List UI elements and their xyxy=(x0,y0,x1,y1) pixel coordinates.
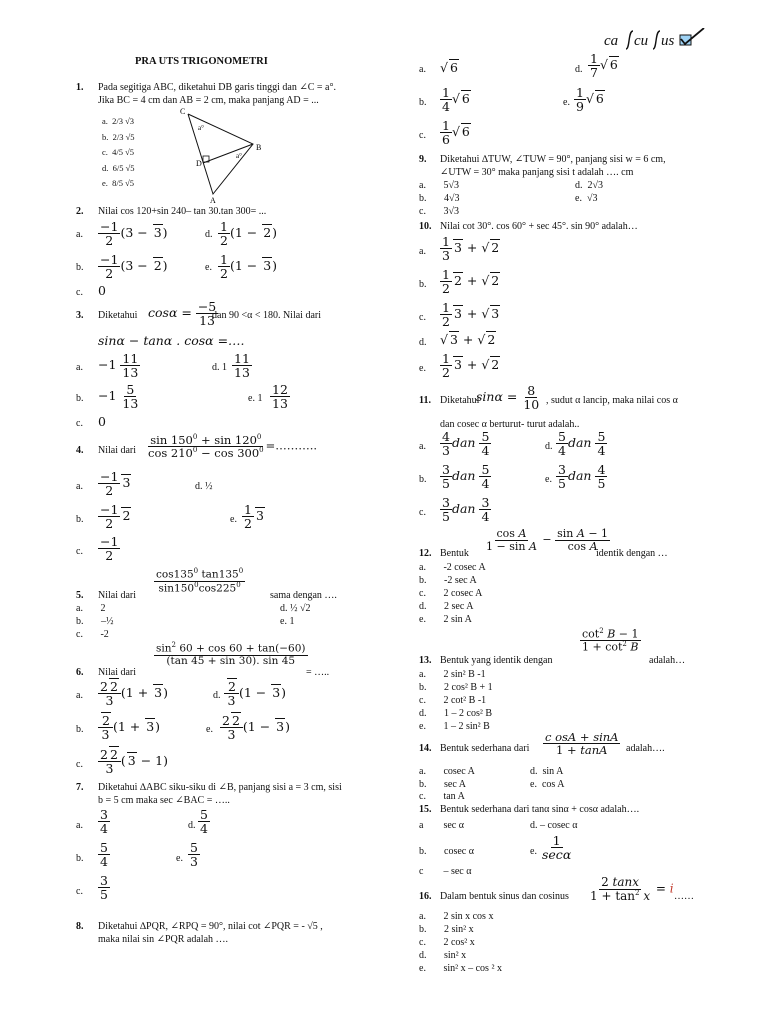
q15-option-c: c – sec α xyxy=(419,866,472,877)
q10-option-c: $\frac{1}{2}$ 3 + √ 3 xyxy=(442,300,500,330)
q1-options xyxy=(102,114,135,192)
q1-option: b. 2/3 √5 xyxy=(102,131,135,142)
q13-option: b. 2 cos² B + 1 xyxy=(419,682,493,693)
label-b: B xyxy=(256,143,262,152)
q2-label-d: d. xyxy=(205,229,213,240)
q10-label-b: b. xyxy=(419,279,427,290)
q12-pre: Bentuk xyxy=(440,548,469,559)
q3-pre: Diketahui xyxy=(98,310,138,321)
q8-option-b: $\frac{1}{4}$ √ 6 xyxy=(442,85,470,115)
q11-post: , sudut α lancip, maka nilai cos α xyxy=(546,395,678,406)
q4-number: 4. xyxy=(76,445,84,456)
q12-option: e. 2 sin A xyxy=(419,614,472,625)
q13-option: d. 1 – 2 cos² B xyxy=(419,708,492,719)
q14-option-e: e. cos A xyxy=(530,779,565,790)
q10-number: 10. xyxy=(419,221,432,232)
q1-option: a. 2/3 √3 xyxy=(102,116,135,126)
calculus-logo xyxy=(604,28,708,55)
q10-text: Nilai cot 30°. cos 60° + sec 45°. sin 90° adalah… xyxy=(440,221,638,232)
q3-label-e: e. 1 xyxy=(248,393,263,404)
q8-label-c: c. xyxy=(419,130,426,141)
q10-option-e: $\frac{1}{2}$ 3 + √ 2 xyxy=(442,351,500,381)
q4-label-e: e. xyxy=(230,514,237,525)
q9-option-e: e. √3 xyxy=(575,193,598,204)
q3-label-a: a. xyxy=(76,362,83,373)
triangle-figure xyxy=(168,106,280,204)
q3-label-c: c. xyxy=(76,418,83,429)
q11-option-c: $\frac{3}{5}$ dan $\frac{3}{4}$ xyxy=(442,495,490,525)
q14-expr: $\frac{\text{c osA + sinA}}{1 + \tan A}$ xyxy=(545,730,619,758)
q6-expr: $\frac{\sin^2 60 + \cos 60 + \tan(-60)}{(\tan 45 + \sin 30). \sin 45}$ xyxy=(156,641,306,667)
q8-label-a: a. xyxy=(419,64,426,75)
q2-option-d: $\frac{1}{2}$ (1 − 2) xyxy=(220,219,278,249)
q15-option-d: d. – cosec α xyxy=(530,820,578,831)
q16-option: b. 2 sin² x xyxy=(419,924,474,935)
q8-number: 8. xyxy=(76,921,84,932)
q8-line1: Diketahui ∆PQR, ∠RPQ = 90°, nilai cot ∠PQR = - √5 , xyxy=(98,921,323,932)
q2-label-a: a. xyxy=(76,229,83,240)
q11-sin-expr: sinα = $\frac{8}{10}$ xyxy=(476,383,540,413)
svg-text:us: us xyxy=(661,33,675,49)
q7-label-d: d. xyxy=(188,820,196,831)
q5-option-c: c. -2 xyxy=(76,629,109,640)
q3-post: dan 90 <α < 180. Nilai dari xyxy=(212,310,321,321)
q12-options xyxy=(419,561,486,626)
q8-line2: maka nilai sin ∠PQR adalah …. xyxy=(98,934,229,945)
q7-option-a: $\frac{3}{4}$ xyxy=(100,807,108,837)
q16-option: c. 2 cos² x xyxy=(419,937,475,948)
q3-cos-expr: cosα = $\frac{-5}{13}$ xyxy=(148,299,217,329)
q7-option-e: $\frac{5}{3}$ xyxy=(190,840,198,870)
q15-option-a: a sec α xyxy=(419,820,464,831)
q2-number: 2. xyxy=(76,206,84,217)
q13-options xyxy=(419,668,493,733)
q11-option-a: $\frac{4}{3}$ dan $\frac{5}{4}$ xyxy=(442,429,490,459)
q16-options xyxy=(419,910,502,975)
q15-option-e: $\frac{1}{\sec\alpha}$ xyxy=(542,833,572,863)
q6-equals: = ….. xyxy=(306,667,330,678)
q15-option-b: b. cosec α xyxy=(419,846,474,857)
q2-option-a: $\frac{-1}{2}$ (3 − 3) xyxy=(100,219,168,249)
q2-label-c: c. xyxy=(76,287,83,298)
q5-post: sama dengan …. xyxy=(270,590,337,601)
q16-tail: …… xyxy=(674,891,694,902)
q12-option: c. 2 cosec A xyxy=(419,588,483,599)
q6-option-c: $\frac{2 2}{3}$ ( 3 − 1) xyxy=(100,747,168,777)
q8-label-e: e. xyxy=(563,97,570,108)
q7-line1: Diketahui ∆ABC siku-siku di ∠B, panjang sisi a = 3 cm, sisi xyxy=(98,782,342,793)
q11-option-d: $\frac{5}{4}$ dan $\frac{5}{4}$ xyxy=(558,429,606,459)
q16-pre: Dalam bentuk sinus dan cosinus xyxy=(440,891,569,902)
q8-option-e: $\frac{1}{9}$ √ 6 xyxy=(576,85,604,115)
q15-number: 15. xyxy=(419,804,432,815)
q13-option: a. 2 sin² B -1 xyxy=(419,669,486,680)
q9-line2: ∠UTW = 30° maka panjang sisi t adalah …. cm xyxy=(440,167,634,178)
q1-line1: Pada segitiga ABC, diketahui DB garis tinggi dan ∠C = a°. xyxy=(98,82,336,93)
q9-option-a: a. 5√3 xyxy=(419,180,459,191)
q1-option: e. 8/5 √5 xyxy=(102,178,135,188)
q10-option-a: $\frac{1}{3}$ 3 + √ 2 xyxy=(442,234,500,264)
q7-label-b: b. xyxy=(76,853,84,864)
label-a: A xyxy=(210,196,216,204)
q4-option-d: d. ½ xyxy=(195,481,213,492)
q6-pre: Nilai dari xyxy=(98,667,137,678)
q11-number: 11. xyxy=(419,395,431,406)
q3-number: 3. xyxy=(76,310,84,321)
q5-option-a: a. 2 xyxy=(76,603,106,614)
q12-post: identik dengan … xyxy=(596,548,668,559)
q10-option-b: $\frac{1}{2}$ 2 + √ 2 xyxy=(442,267,500,297)
q3-option-c: 0 xyxy=(98,414,106,429)
q4-pre: Nilai dari xyxy=(98,445,137,456)
q13-option: e. 1 – 2 sin² B xyxy=(419,721,490,732)
svg-text:ca: ca xyxy=(604,33,619,49)
q2-label-b: b. xyxy=(76,262,84,273)
q3-option-a: −1 $\frac{11}{13}$ xyxy=(98,351,139,381)
q6-label-e: e. xyxy=(206,724,213,735)
q13-post: adalah… xyxy=(649,655,686,666)
q12-option: a. -2 cosec A xyxy=(419,562,486,573)
q14-post: adalah…. xyxy=(626,743,665,754)
q13-pre: Bentuk yang identik dengan xyxy=(440,655,553,666)
q13-expr: $\frac{\cot^2 B - 1}{1 + \cot^2 B}$ xyxy=(582,627,639,654)
q9-number: 9. xyxy=(419,154,427,165)
q4-option-c: $\frac{-1}{2}$ xyxy=(100,534,119,564)
q14-option-d: d. sin A xyxy=(530,766,564,777)
q15-text: Bentuk sederhana dari tanα sinα + cosα adalah…. xyxy=(440,804,640,815)
q9-option-b: b. 4√3 xyxy=(419,193,460,204)
q7-option-b: $\frac{5}{4}$ xyxy=(100,840,108,870)
q6-label-a: a. xyxy=(76,690,83,701)
q10-label-c: c. xyxy=(419,312,426,323)
q11-option-e: $\frac{3}{5}$ dan $\frac{4}{5}$ xyxy=(558,462,606,492)
q3-option-e: $\frac{12}{13}$ xyxy=(272,382,288,412)
q6-number: 6. xyxy=(76,667,84,678)
q16-number: 16. xyxy=(419,891,432,902)
q10-label-e: e. xyxy=(419,363,426,374)
q16-expr: $\frac{2 \tan x}{1 + \tan^2 x}$ = i xyxy=(590,875,674,903)
q12-option: d. 2 sec A xyxy=(419,601,474,612)
q8-option-c: $\frac{1}{6}$ √ 6 xyxy=(442,118,470,148)
q11-label-c: c. xyxy=(419,507,426,518)
q5-option-d: d. ½ √2 xyxy=(280,603,311,614)
q8-label-b: b. xyxy=(419,97,427,108)
q15-label-e: e. xyxy=(530,846,537,857)
q2-option-b: $\frac{-1}{2}$ (3 − 2) xyxy=(100,252,168,282)
q5-expr: $\frac{\cos 135^0 \tan 135^0}{\sin 150^0\cos 225^0}$ xyxy=(156,567,244,595)
page-title: PRA UTS TRIGONOMETRI xyxy=(135,56,268,67)
q4-label-a: a. xyxy=(76,481,83,492)
q4-label-c: c. xyxy=(76,546,83,557)
q4-option-a: $\frac{-1}{2}$ 3 xyxy=(100,469,131,499)
q7-label-c: c. xyxy=(76,886,83,897)
q6-option-e: $\frac{2 2}{3}$ (1 − 3) xyxy=(222,713,290,743)
q12-expr: $\frac{\text{cos A}}{\text{1 − sin A}}$ − $\frac{\text{sin A − 1}}{\text{cos A}}$ xyxy=(486,527,609,553)
q7-option-d: $\frac{5}{4}$ xyxy=(200,807,208,837)
q9-option-d: d. 2√3 xyxy=(575,180,603,191)
q10-label-a: a. xyxy=(419,246,426,257)
q9-option-c: c. 3√3 xyxy=(419,206,459,217)
q7-label-e: e. xyxy=(176,853,183,864)
svg-text:cu: cu xyxy=(634,33,649,49)
q2-option-c: 0 xyxy=(98,283,106,298)
q5-option-e: e. 1 xyxy=(280,616,295,627)
q11-label-a: a. xyxy=(419,441,426,452)
q10-option-d: √ 3 + √ 2 xyxy=(440,332,496,347)
label-c: C xyxy=(180,107,186,116)
q6-option-d: $\frac{2}{3}$ (1 − 3) xyxy=(224,680,286,707)
q14-pre: Bentuk sederhana dari xyxy=(440,743,530,754)
q11-option-b: $\frac{3}{5}$ dan $\frac{5}{4}$ xyxy=(442,462,490,492)
q1-line2: Jika BC = 4 cm dan AB = 2 cm, maka panjang AD = ... xyxy=(98,95,319,106)
q5-number: 5. xyxy=(76,590,84,601)
q16-option: a. 2 sin x cos x xyxy=(419,911,494,922)
q4-expr: $\frac{\sin 150^0 + \sin 120^0}{\cos 210^0 - \cos 300^0}$ =……….. xyxy=(148,433,318,461)
q11-line2: dan cosec α berturut- turut adalah.. xyxy=(440,419,580,430)
q8-option-d: $\frac{1}{7}$ √ 6 xyxy=(590,51,618,81)
q6-label-d: d. xyxy=(213,690,221,701)
q12-number: 12. xyxy=(419,548,432,559)
q4-option-e: $\frac{1}{2}$ 3 xyxy=(244,502,264,532)
q5-option-b: b. –½ xyxy=(76,616,114,627)
q5-pre: Nilai dari xyxy=(98,590,137,601)
q11-label-e: e. xyxy=(545,474,552,485)
q8-option-a: √ 6 xyxy=(440,60,458,75)
q9-line1: Diketahui ∆TUW, ∠TUW = 90°, panjang sisi w = 6 cm, xyxy=(440,154,666,165)
angle-a1: a° xyxy=(198,124,204,132)
q3-option-d: $\frac{11}{13}$ xyxy=(234,351,250,381)
angle-a2: a° xyxy=(236,152,242,160)
q6-option-b: $\frac{2}{3}$ (1 + 3) xyxy=(98,714,160,741)
q1-option: d. 6/5 √5 xyxy=(102,162,135,173)
q1-number: 1. xyxy=(76,82,84,93)
q3-option-b: −1 $\frac{5}{13}$ xyxy=(98,382,139,412)
q14-number: 14. xyxy=(419,743,432,754)
q6-label-c: c. xyxy=(76,759,83,770)
q6-option-a: $\frac{2 2}{3}$ (1 + 3) xyxy=(100,679,168,709)
q3-label-b: b. xyxy=(76,393,84,404)
q7-number: 7. xyxy=(76,782,84,793)
label-d: D xyxy=(196,159,202,168)
q11-label-d: d. xyxy=(545,441,553,452)
q4-option-b: $\frac{-1}{2}$ 2 xyxy=(100,502,131,532)
q2-option-e: $\frac{1}{2}$ (1 − 3) xyxy=(220,252,278,282)
q7-option-c: $\frac{3}{5}$ xyxy=(100,873,108,903)
q3-label-d: d. 1 xyxy=(212,362,227,373)
q2-text: Nilai cos 120+sin 240– tan 30.tan 300= ... xyxy=(98,206,267,217)
q13-option: c. 2 cot² B -1 xyxy=(419,695,487,706)
q2-label-e: e. xyxy=(205,262,212,273)
q8-label-d: d. xyxy=(575,64,583,75)
q4-label-b: b. xyxy=(76,514,84,525)
q1-option: c. 4/5 √5 xyxy=(102,147,135,157)
q14-option-c: c. tan A xyxy=(419,791,465,802)
q14-option-b: b. sec A xyxy=(419,779,466,790)
q7-line2: b = 5 cm maka sec ∠BAC = ….. xyxy=(98,795,230,806)
q6-label-b: b. xyxy=(76,724,84,735)
q13-number: 13. xyxy=(419,655,432,666)
q3-expr2: sinα − tanα . cosα =…. xyxy=(98,333,245,348)
q11-label-b: b. xyxy=(419,474,427,485)
q16-option: d. sin² x xyxy=(419,950,467,961)
q12-option: b. -2 sec A xyxy=(419,575,477,586)
q10-label-d: d. xyxy=(419,337,427,348)
q16-option: e. sin² x – cos ² x xyxy=(419,963,502,974)
q14-option-a: a. cosec A xyxy=(419,766,475,777)
q11-pre: Diketahui xyxy=(440,395,480,406)
q7-label-a: a. xyxy=(76,820,83,831)
